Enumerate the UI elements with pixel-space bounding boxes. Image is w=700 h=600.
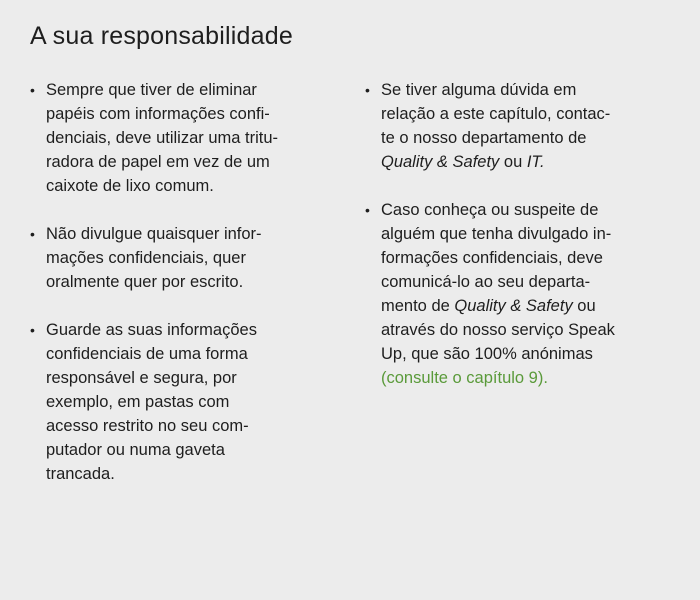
text-line: confidenciais de uma forma [46,345,248,363]
text-line: formações confidenciais, deve [381,249,603,267]
list-item [365,78,690,174]
chapter-reference-link[interactable]: (consulte o capítulo 9). [381,369,548,387]
text-line: acesso restrito no seu com- [46,417,249,435]
text-line: Caso conheça ou suspeite de [381,201,599,219]
text-line: através do nosso serviço Speak [381,321,615,339]
text-line: radora de papel em vez de um [46,153,270,171]
emphasis-quality-safety: Quality & Safety [454,297,573,315]
emphasis-quality-safety: Quality & Safety [381,153,500,171]
list-item [365,198,690,390]
text-line: exemplo, em pastas com [46,393,230,411]
text-line: trancada. [46,465,115,483]
bullet: • [30,82,35,98]
text-line: Guarde as suas informações [46,321,257,339]
bullet: • [30,322,35,338]
text-line: comunicá-lo ao seu departa- [381,273,591,291]
text-line: Se tiver alguma dúvida em [381,81,577,99]
text-line: papéis com informações confi- [46,105,270,123]
text-line: Não divulgue quaisquer infor- [46,225,262,243]
inline-text: mento de [381,297,455,315]
text-line: te o nosso departamento de [381,129,587,147]
page-title: A sua responsabilidade [30,22,293,50]
list-item [30,78,355,198]
right-column [365,78,690,414]
text-line: mações confidenciais, quer [46,249,246,267]
text-line: caixote de lixo comum. [46,177,214,195]
text-line: relação a este capítulo, contac- [381,105,611,123]
text-line: alguém que tenha divulgado in- [381,225,612,243]
emphasis-it: IT. [526,153,545,171]
left-column [30,78,355,510]
bullet: • [365,202,370,218]
bullet: • [30,226,35,242]
text-line: oralmente quer por escrito. [46,273,244,291]
inline-text: ou [499,153,527,171]
text-line [381,294,690,318]
text-line: denciais, deve utilizar uma tritu- [46,129,279,147]
text-line: Up, que são 100% anónimas [381,345,593,363]
text-line: responsável e segura, por [46,369,237,387]
list-item [30,222,355,294]
text-line: putador ou numa gaveta [46,441,225,459]
text-line: Sempre que tiver de eliminar [46,81,257,99]
text-line [381,150,690,174]
bullet: • [365,82,370,98]
list-item [30,318,355,486]
inline-text: ou [572,297,596,315]
